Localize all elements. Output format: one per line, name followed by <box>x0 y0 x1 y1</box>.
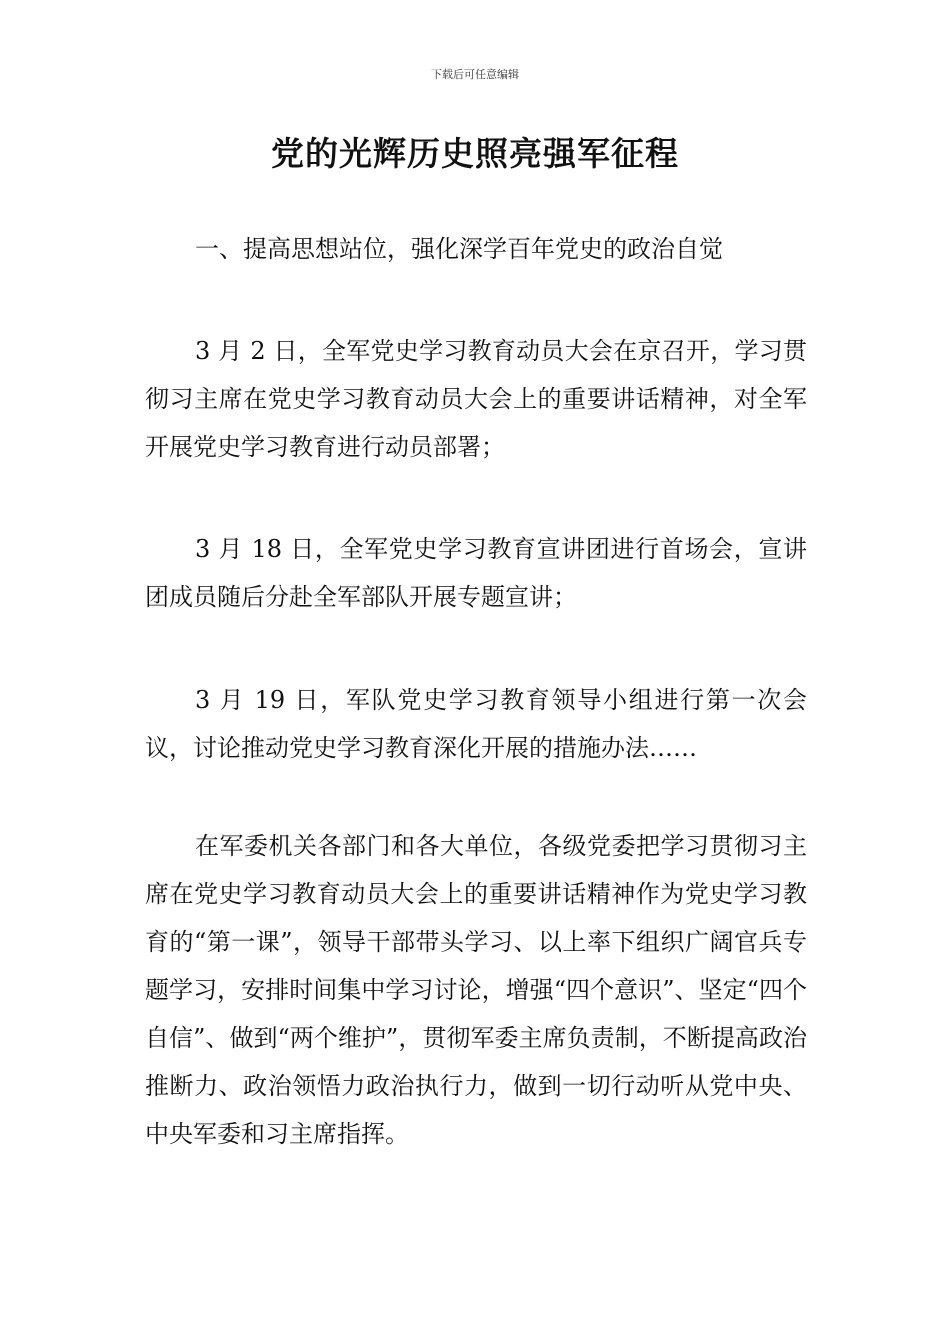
header-note: 下载后可任意编辑 <box>431 68 519 81</box>
paragraph: 3 月 2 日，全军党史学习教育动员大会在京召开，学习贯彻习主席在党史学习教育动员大会上的重要讲话精神，对全军开展党史学习教育进行动员部署； <box>145 337 807 461</box>
paragraph: 3 月 19 日，军队党史学习教育领导小组进行第一次会议，讨论推动党史学习教育深化开展的措施办法…… <box>145 686 807 762</box>
paragraph: 3 月 18 日，全军党史学习教育宣讲团进行首场会，宣讲团成员随后分赴全军部队开展专题宣讲； <box>145 535 807 611</box>
paragraph: 在军委机关各部门和各大单位，各级党委把学习贯彻习主席在党史学习教育动员大会上的重要讲话精神作为党史学习教育的“第一课”，领导干部带头学习、以上率下组织广阔官兵专题学习，安排时间集中学习讨论，增强“四个意识”、坚定“四个自信”、做到“两个维护”，贯彻军委主席负责制，不断提高政治推断力、政治领悟力政治执行力，做到一切行动听从党中央、中央军委和习主席指挥。 <box>145 832 807 1148</box>
document-title: 党的光辉历史照亮强军征程 <box>271 134 679 173</box>
section-heading: 一、提高思想站位，强化深学百年党史的政治自觉 <box>195 235 723 263</box>
